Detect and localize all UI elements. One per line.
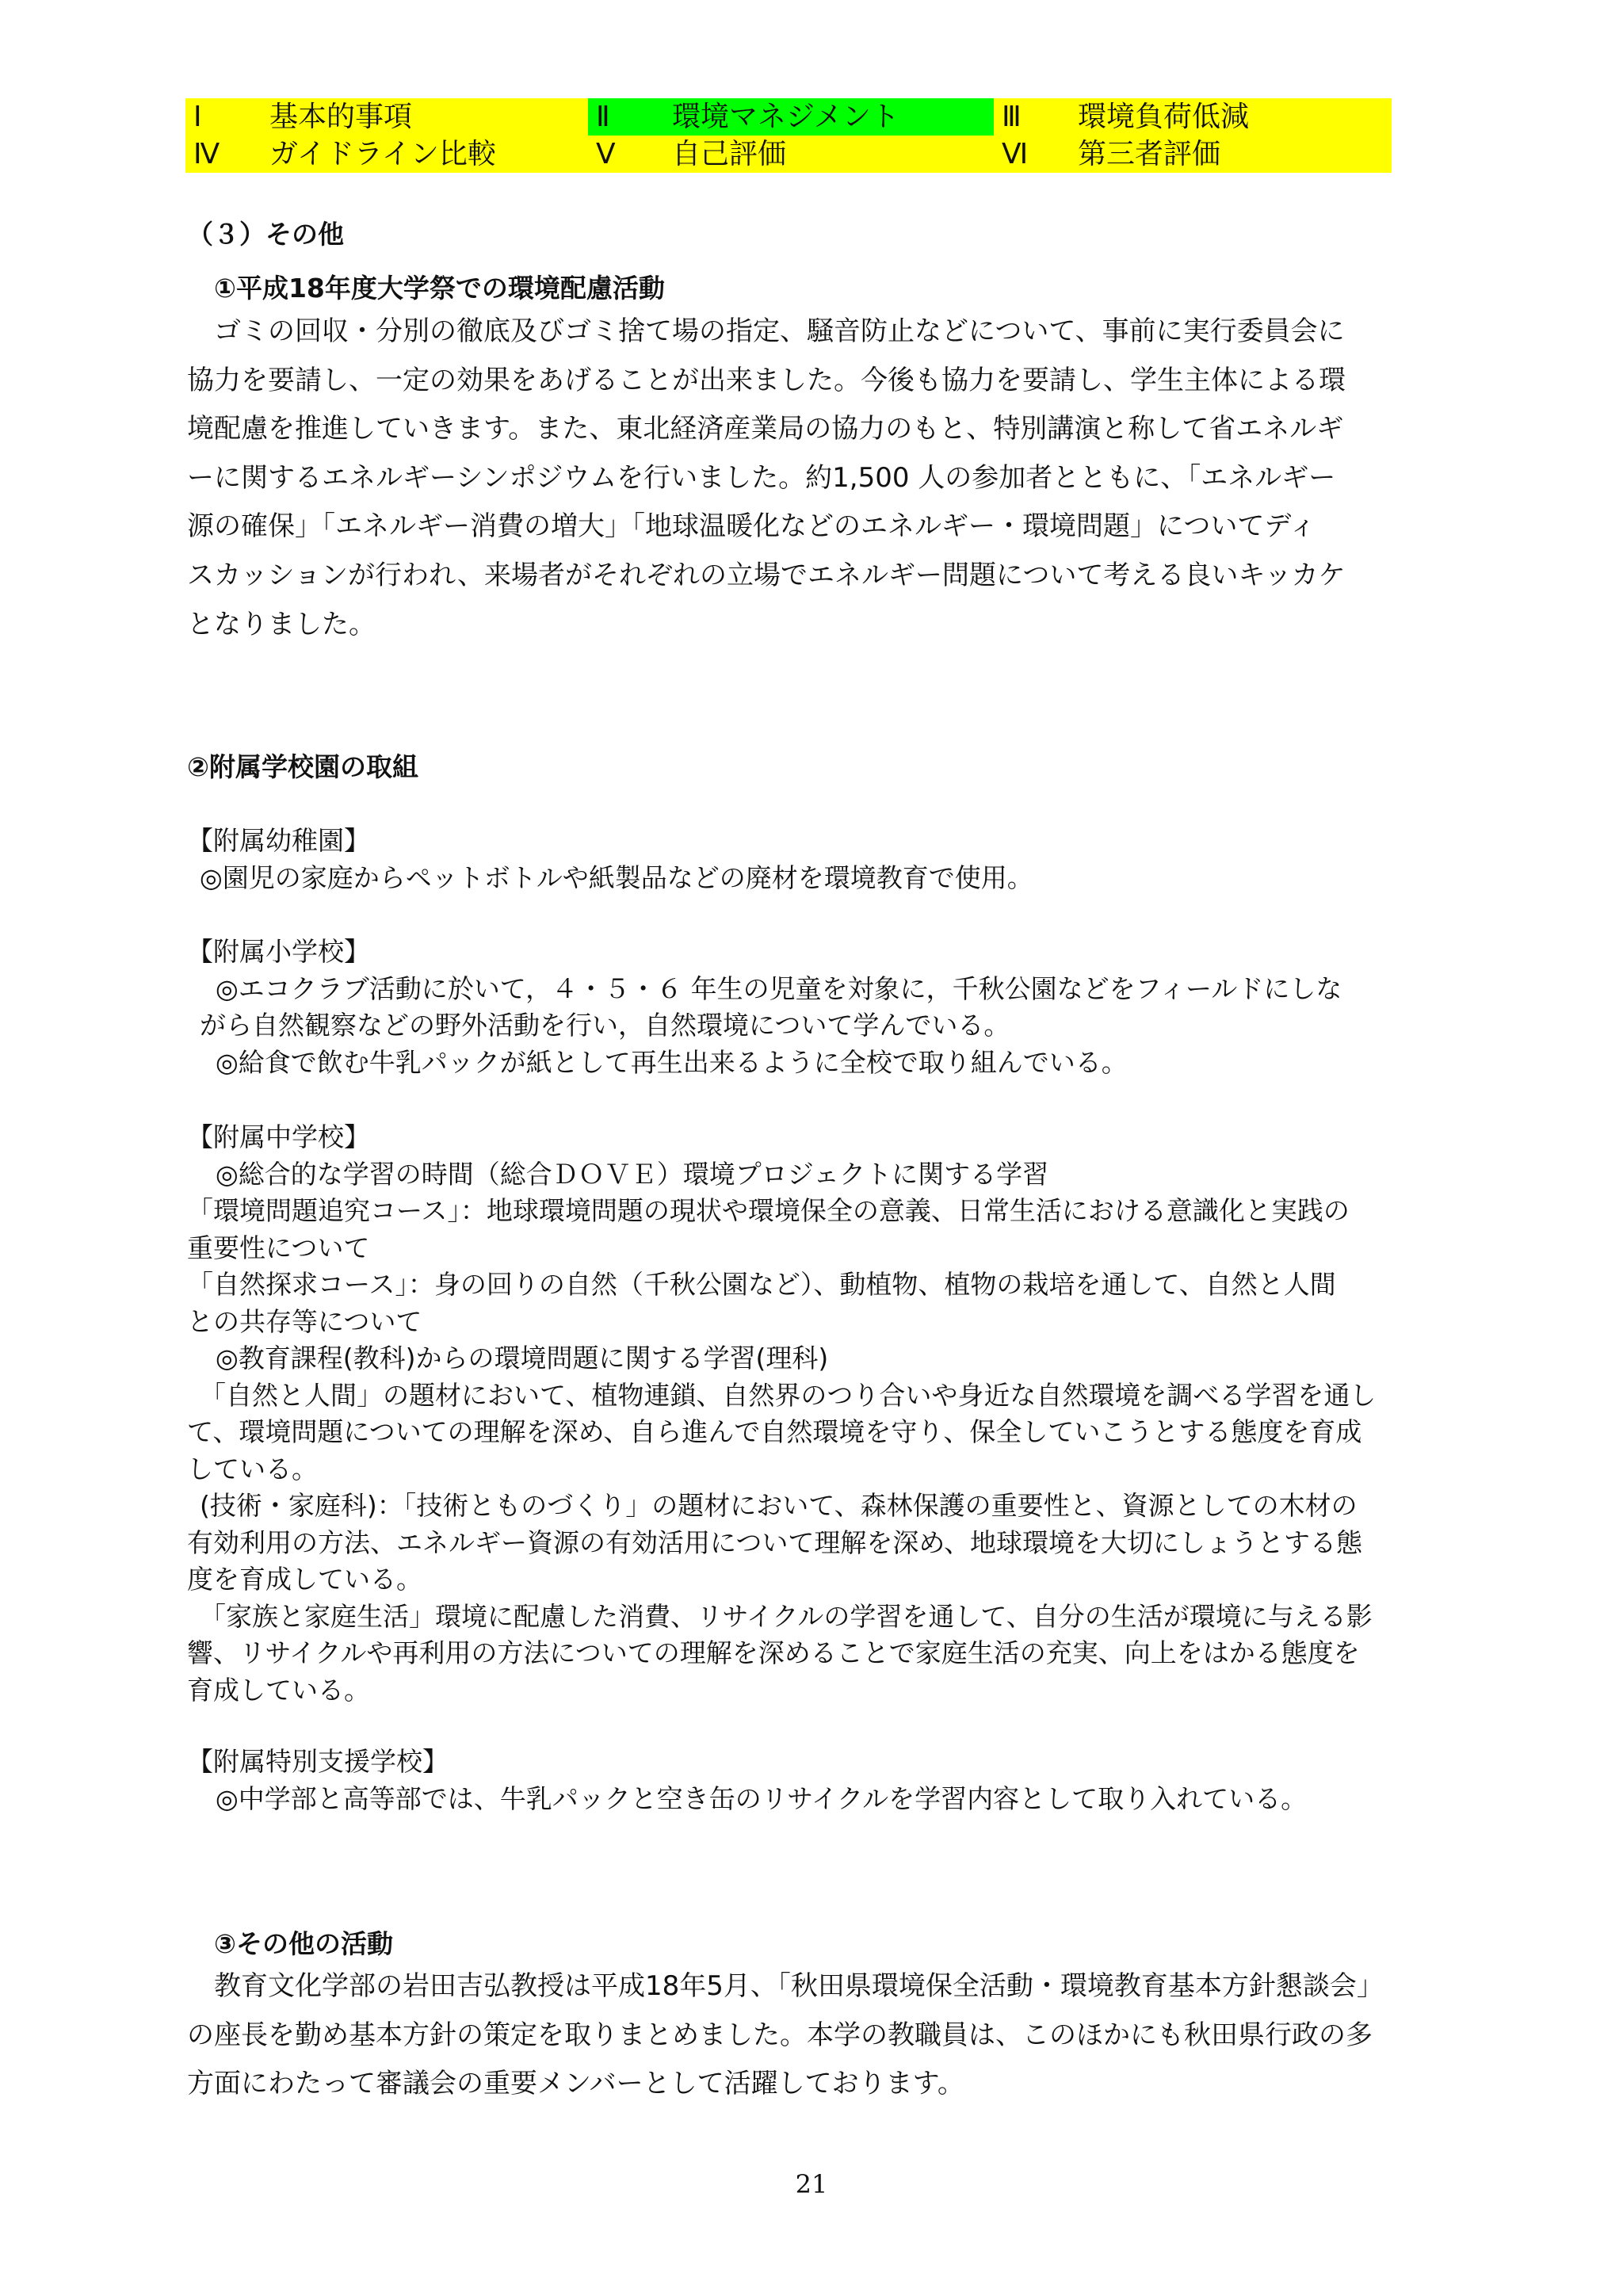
nav-num: Ⅳ — [193, 138, 220, 170]
text-line: スカッションが行われ、来場者がそれぞれの立場でエネルギー問題について考える良いキッカケ — [187, 559, 1346, 591]
section-title: （３）その他 — [187, 219, 344, 250]
sub1-heading: ①平成18年度大学祭での環境配慮活動 — [214, 273, 665, 304]
text-line: 教育文化学部の岩田吉弘教授は平成18年5月、「秋田県環境保全活動・環境教育基本方針懇談会」 — [214, 1970, 1384, 2002]
elementary-block — [187, 934, 1487, 1081]
sub2-heading-block — [187, 747, 1487, 784]
text-line: 方面にわたって審議会の重要メンバーとして活躍しております。 — [187, 2068, 964, 2100]
sub1-heading-block — [214, 268, 1514, 305]
sub3-heading: ③その他の活動 — [214, 1928, 393, 1959]
text-line: ◎総合的な学習の時間（総合ＤＯＶＥ）環境プロジェクトに関する学習 — [216, 1158, 1049, 1190]
text-line: 度を育成している。 — [187, 1564, 422, 1595]
nav-label: 環境マネジメント — [672, 101, 899, 133]
text-line: がら自然観察などの野外活動を行い，自然環境について学んでいる。 — [200, 1010, 1010, 1041]
nav-item-self-evaluation[interactable] — [588, 136, 994, 173]
nav-item-guideline[interactable] — [185, 136, 588, 173]
text-line: ゴミの回収・分別の徹底及びゴミ捨て場の指定、騒音防止などについて、事前に実行委員会に — [214, 315, 1345, 347]
special-support-title: 【附属特別支援学校】 — [187, 1746, 449, 1777]
text-line: 源の確保」「エネルギー消費の増大」「地球温暖化などのエネルギー・環境問題」についてディ — [187, 510, 1316, 543]
section-heading — [187, 214, 1487, 251]
text-line: の座長を勤め基本方針の策定を取りまとめました。本学の教職員は、このほかにも秋田県行政の多 — [187, 2019, 1373, 2051]
text-line: 「自然と人間」の題材において、植物連鎖、自然界のつり合いや身近な自然環境を調べる学習を通し — [200, 1379, 1377, 1411]
text-line: 重要性について — [187, 1232, 370, 1263]
text-line: 「環境問題追究コース」：地球環境問題の現状や環境保全の意義、日常生活における意識化と実践の — [187, 1195, 1350, 1226]
junior-high-block — [187, 1119, 1487, 1709]
sub3-body — [187, 1962, 1487, 2109]
sub2-heading: ②附属学校園の取組 — [187, 751, 418, 782]
chapter-nav — [185, 98, 1392, 173]
nav-item-basic[interactable] — [185, 98, 588, 136]
nav-label: 環境負荷低減 — [1078, 101, 1250, 133]
page-number: 21 — [795, 2169, 828, 2199]
nav-label: ガイドライン比較 — [269, 138, 496, 170]
text-line: 境配慮を推進していきます。また、東北経済産業局の協力のもと、特別講演と称して省エネルギ — [187, 413, 1344, 445]
text-line: 響、リサイクルや再利用の方法についての理解を深めることで家庭生活の充実、向上をはかる態度を — [187, 1637, 1360, 1668]
kindergarten-block — [187, 823, 1487, 896]
text-line: している。 — [187, 1453, 318, 1484]
nav-num: Ⅲ — [1002, 101, 1022, 133]
nav-num: Ⅱ — [596, 101, 610, 133]
sub3-heading-block — [214, 1924, 1514, 1961]
text-line: ーに関するエネルギーシンポジウムを行いました。約1,500 人の参加者とともに、「エネルギー — [187, 461, 1336, 494]
special-support-block — [187, 1744, 1487, 1817]
text-line: ◎園児の家庭からペットボトルや紙製品などの廃材を環境教育で使用。 — [200, 861, 1033, 893]
kindergarten-title: 【附属幼稚園】 — [187, 825, 370, 856]
nav-item-third-party[interactable] — [994, 136, 1392, 173]
elementary-title: 【附属小学校】 — [187, 936, 370, 967]
nav-num: Ⅰ — [193, 101, 202, 133]
nav-label: 第三者評価 — [1078, 138, 1221, 170]
sub1-body — [187, 308, 1487, 649]
text-line: ◎エコクラブ活動に於いて，４・５・６ 年生の児童を対象に，千秋公園などをフィールドにしな — [216, 972, 1342, 1004]
text-line: 育成している。 — [187, 1674, 370, 1706]
text-line: との共存等について — [187, 1305, 422, 1337]
nav-item-management[interactable] — [588, 98, 994, 136]
text-line: 協力を要請し、一定の効果をあげることが出来ました。今後も協力を要請し、学生主体による環 — [187, 364, 1346, 396]
text-line: 「自然探求コース」：身の回りの自然（千秋公園など）、動植物、植物の栽培を通して、自然と人間 — [187, 1269, 1336, 1300]
text-line: て、環境問題についての理解を深め、自ら進んで自然環境を守り、保全していこうとする態度を育成 — [187, 1416, 1362, 1447]
text-line: 有効利用の方法、エネルギー資源の有効活用について理解を深め、地球環境を大切にしょうとする態 — [187, 1526, 1363, 1558]
text-line: ◎給食で飲む牛乳パックが紙として再生出来るように全校で取り組んでいる。 — [216, 1046, 1128, 1078]
junior-high-title: 【附属中学校】 — [187, 1121, 370, 1152]
text-line: (技術・家庭科)：「技術とものづくり」の題材において、森林保護の重要性と、資源としての木材の — [200, 1490, 1358, 1521]
text-line: ◎中学部と高等部では、牛乳パックと空き缶のリサイクルを学習内容として取り入れている。 — [216, 1782, 1308, 1814]
text-line: 「家族と家庭生活」環境に配慮した消費、リサイクルの学習を通して、自分の生活が環境に与える影 — [200, 1600, 1373, 1632]
nav-label: 自己評価 — [672, 138, 787, 170]
nav-num: Ⅵ — [1002, 138, 1029, 170]
text-line: となりました。 — [187, 608, 376, 640]
text-line: ◎教育課程(教科)からの環境問題に関する学習(理科) — [216, 1343, 829, 1373]
nav-label: 基本的事項 — [269, 101, 413, 133]
nav-num: Ⅴ — [596, 138, 616, 170]
nav-item-load-reduction[interactable] — [994, 98, 1392, 136]
